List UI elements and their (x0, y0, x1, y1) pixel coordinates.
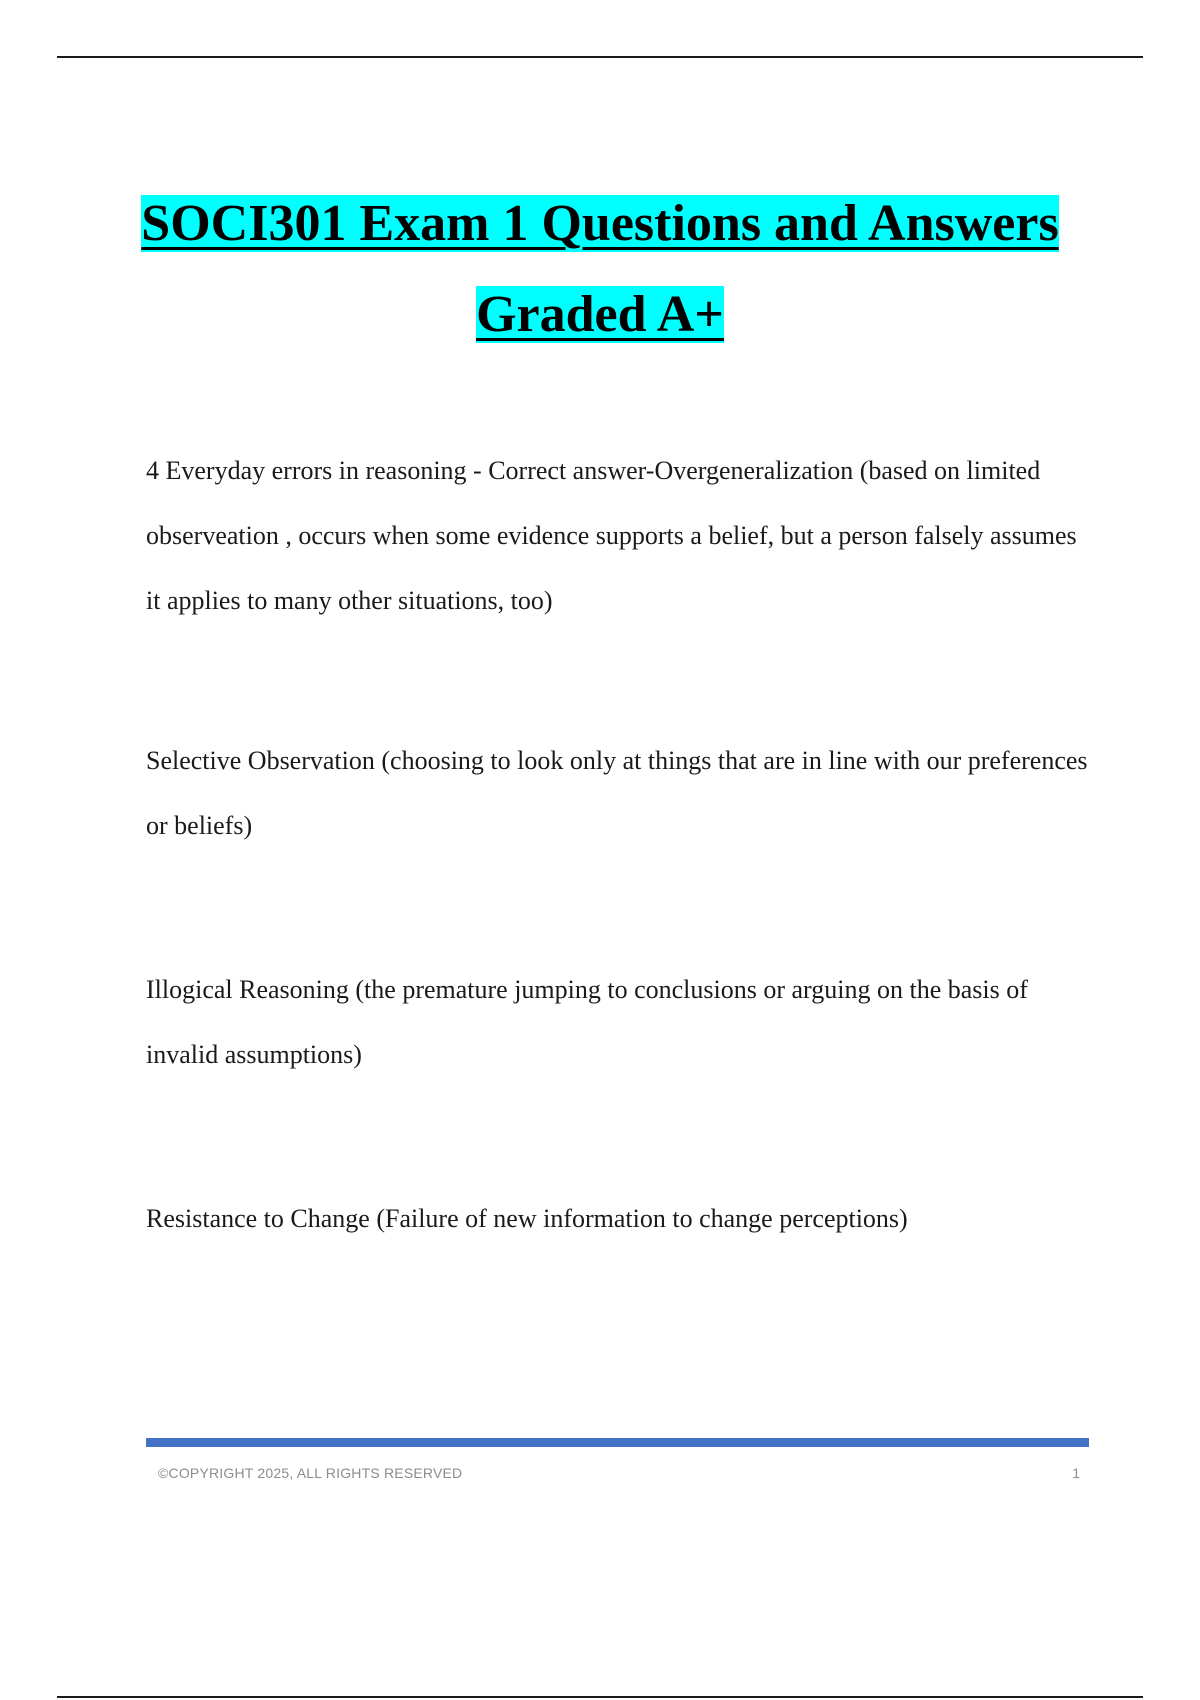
document-title (60, 178, 1140, 360)
paragraph-text: Illogical Reasoning (the premature jumping to conclusions or arguing on the basis of invalid assumptions) (146, 975, 1028, 1069)
bottom-rule (57, 1696, 1143, 1698)
page-number: 1 (1072, 1465, 1080, 1481)
paragraph-text: 4 Everyday errors in reasoning - Correct answer-Overgeneralization (based on limited observeation , occurs when some evidence supports a belief, but a person falsely assumes it applies to many other situations, too) (146, 456, 1077, 615)
title-line-1: SOCI301 Exam 1 Questions and Answers (141, 195, 1059, 252)
footer-copyright: ©COPYRIGHT 2025, ALL RIGHTS RESERVED (158, 1465, 463, 1481)
paragraph-text: Selective Observation (choosing to look only at things that are in line with our preferences or beliefs) (146, 746, 1088, 840)
paragraph-text: Resistance to Change (Failure of new information to change perceptions) (146, 1204, 908, 1233)
top-rule (57, 56, 1143, 58)
paragraph-illogical-reasoning (146, 957, 1092, 1087)
title-line-2: Graded A+ (476, 286, 724, 343)
paragraph-selective-observation (146, 728, 1092, 858)
paragraph-resistance-to-change (146, 1186, 1092, 1251)
paragraph-overgeneralization (146, 438, 1092, 633)
footer-bar (146, 1438, 1089, 1447)
